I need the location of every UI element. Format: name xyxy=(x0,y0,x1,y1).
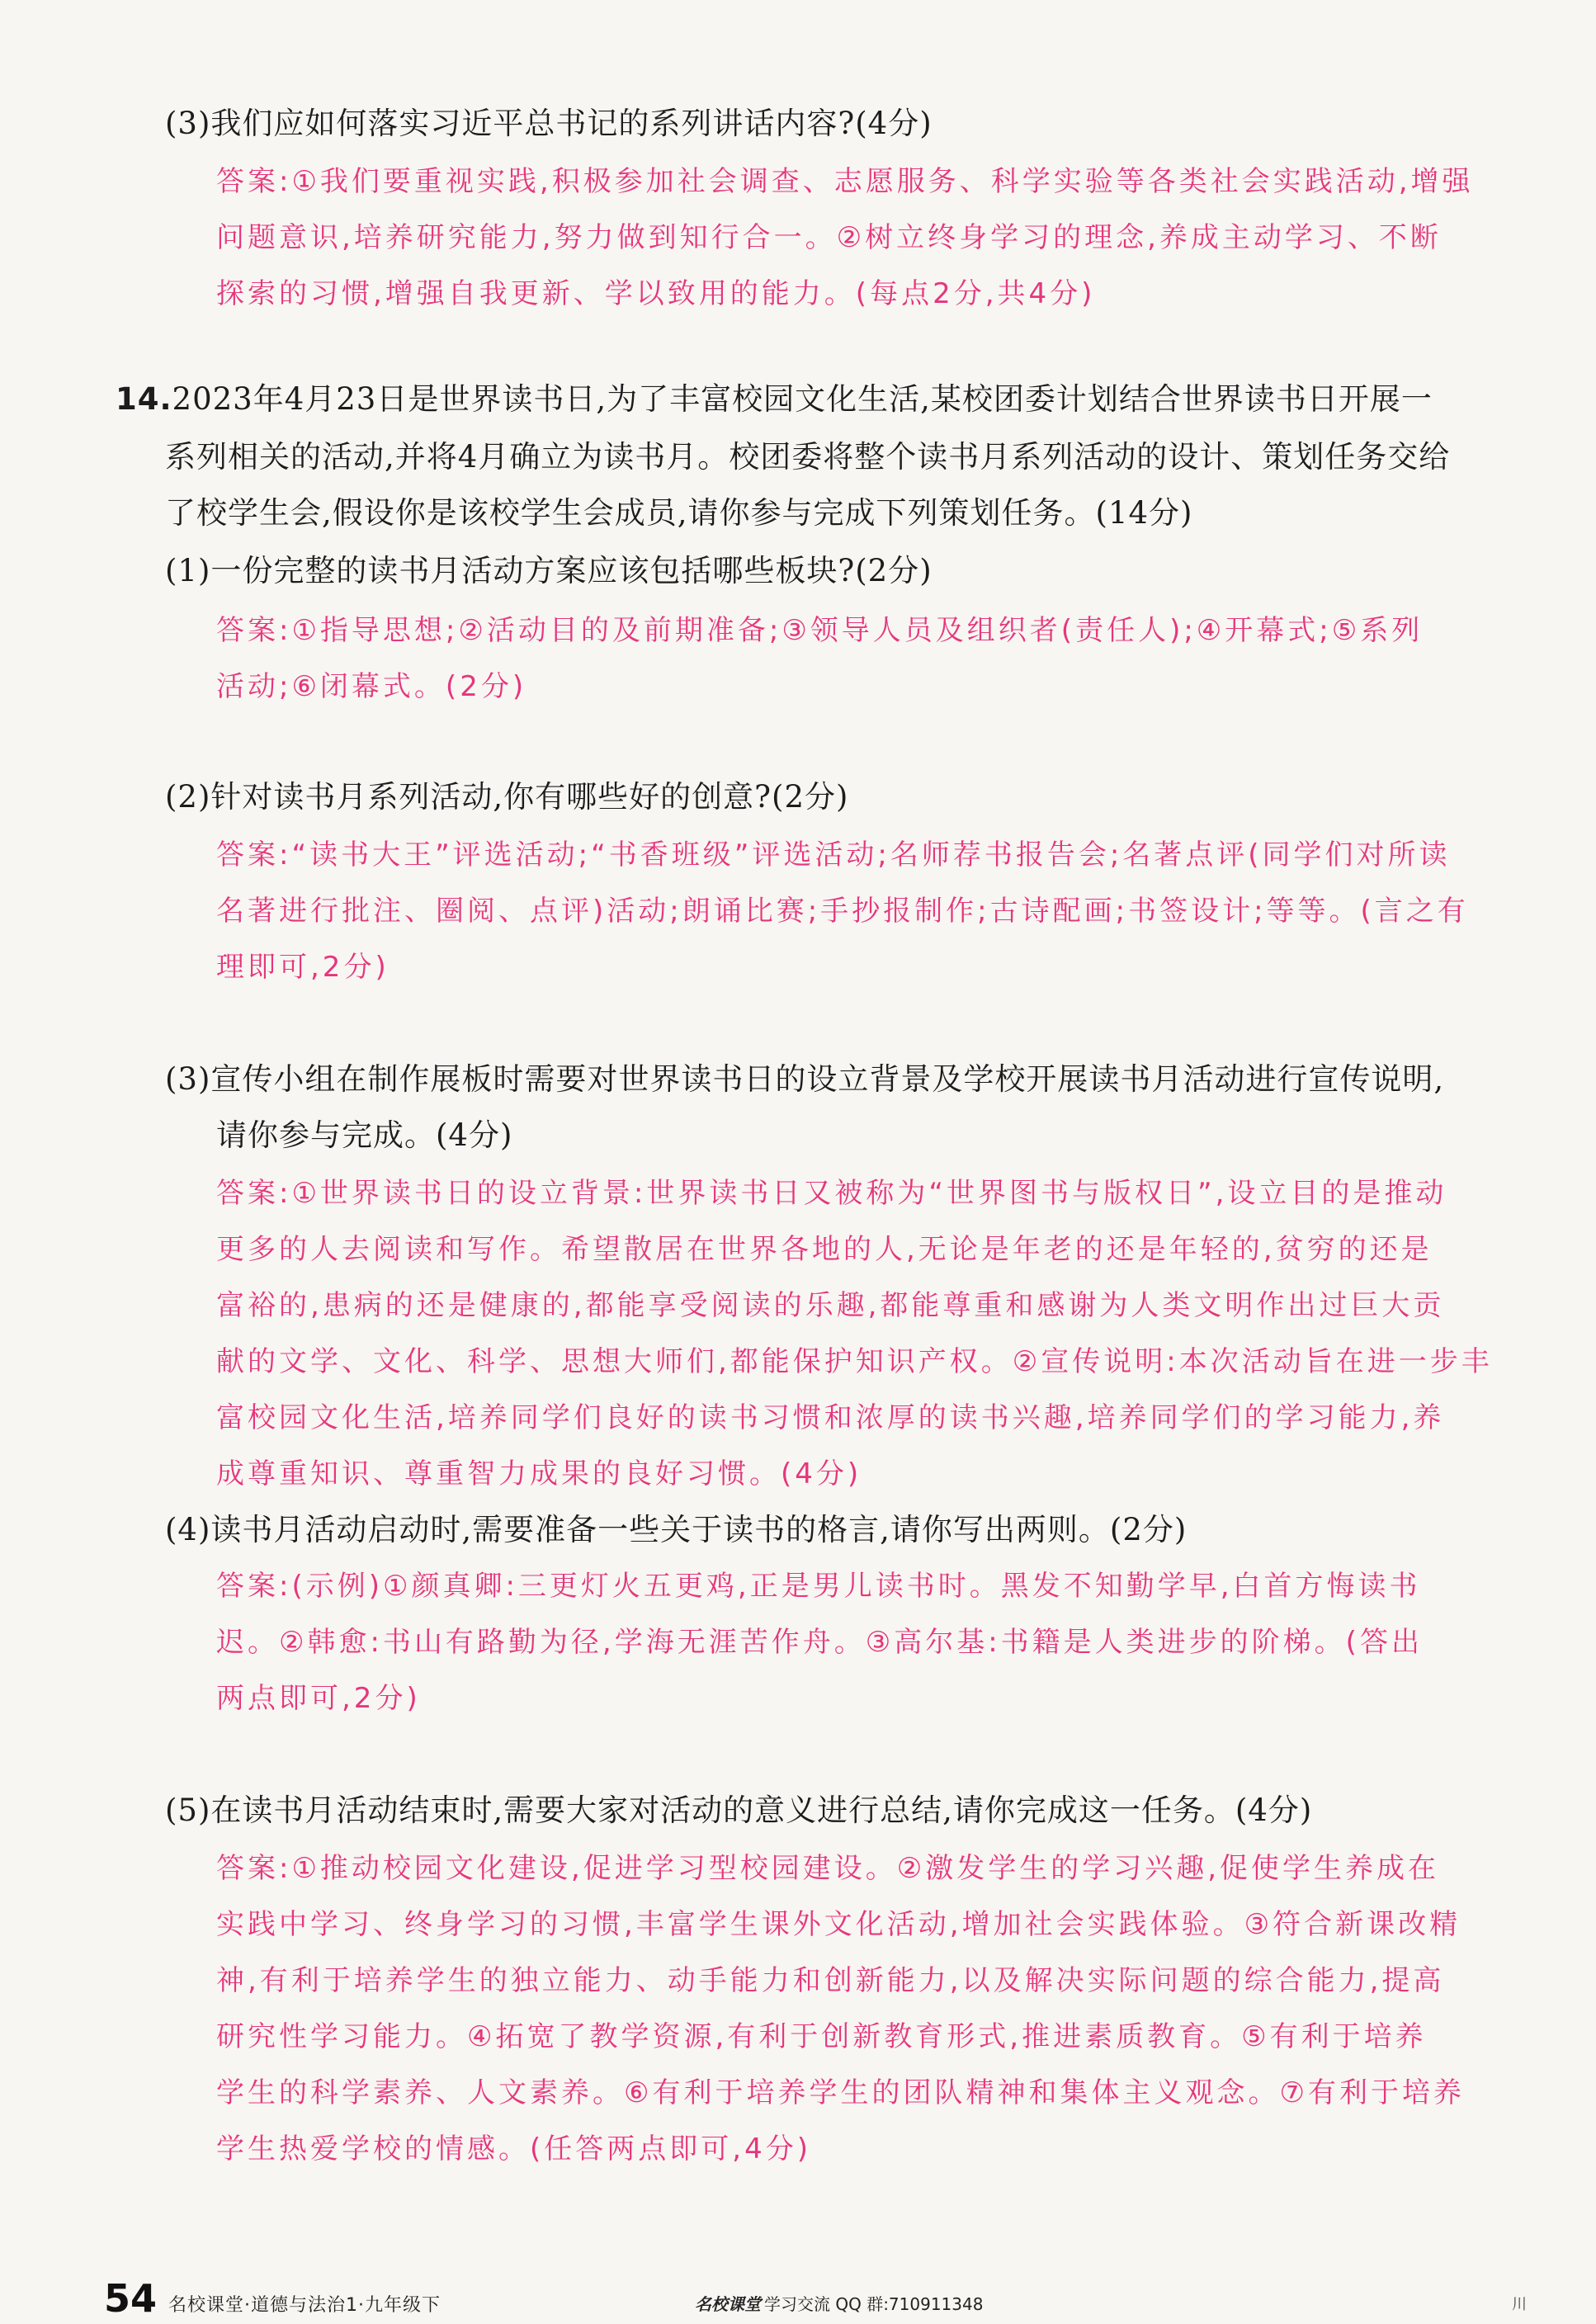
answer-line: 答案:①我们要重视实践,积极参加社会调查、志愿服务、科学实验等各类社会实践活动,增强 xyxy=(216,165,1474,198)
question-14-stem-line: 系列相关的活动,并将4月确立为读书月。校团委将整个读书月系列活动的设计、策划任务交给 xyxy=(165,439,1451,475)
qq-group-text: 学习交流 QQ 群:710911348 xyxy=(764,2294,984,2314)
answer-line: 更多的人去阅读和写作。希望散居在世界各地的人,无论是年老的还是年轻的,贫穷的还是 xyxy=(216,1233,1433,1266)
question-14-1: (1)一份完整的读书月活动方案应该包括哪些板块?(2分) xyxy=(165,553,933,588)
question-number: 14. xyxy=(116,381,172,417)
question-14-stem-line: 了校学生会,假设你是该校学生会成员,请你参与完成下列策划任务。(14分) xyxy=(165,495,1193,531)
question-14-2: (2)针对读书月系列活动,你有哪些好的创意?(2分) xyxy=(165,779,849,815)
answer-line: 学生的科学素养、人文素养。⑥有利于培养学生的团队精神和集体主义观念。⑦有利于培养 xyxy=(216,2076,1465,2109)
question-14-3: 请你参与完成。(4分) xyxy=(216,1117,513,1153)
answer-line: 问题意识,培养研究能力,努力做到知行合一。②树立终身学习的理念,养成主动学习、不断 xyxy=(216,221,1442,254)
answer-line: 实践中学习、终身学习的习惯,丰富学生课外文化活动,增加社会实践体验。③符合新课改精 xyxy=(216,1908,1461,1941)
answer-line: 两点即可,2分) xyxy=(216,1682,421,1715)
answer-line: 答案:“读书大王”评选活动;“书香班级”评选活动;名师荐书报告会;名著点评(同学们对所读 xyxy=(216,838,1451,872)
answer-line: 探索的习惯,增强自我更新、学以致用的能力。(每点2分,共4分) xyxy=(216,277,1096,310)
question-14-stem-line xyxy=(116,380,1433,419)
question-13-3: (3)我们应如何落实习近平总书记的系列讲话内容?(4分) xyxy=(165,106,933,141)
question-14-4: (4)读书月活动启动时,需要准备一些关于读书的格言,请你写出两则。(2分) xyxy=(165,1512,1188,1547)
answer-line: 神,有利于培养学生的独立能力、动手能力和创新能力,以及解决实际问题的综合能力,提高 xyxy=(216,1964,1445,1997)
answer-line: 研究性学习能力。④拓宽了教学资源,有利于创新教育形式,推进素质教育。⑤有利于培养 xyxy=(216,2020,1427,2053)
answer-line: 献的文学、文化、科学、思想大师们,都能保护知识产权。②宣传说明:本次活动旨在进一步丰 xyxy=(216,1345,1493,1378)
book-series-label: 名校课堂·道德与法治1·九年级下 xyxy=(168,2295,441,2316)
answer-line: 迟。②韩愈:书山有路勤为径,学海无涯苦作舟。③高尔基:书籍是人类进步的阶梯。(答出 xyxy=(216,1626,1423,1659)
answer-line: 答案:①指导思想;②活动目的及前期准备;③领导人员及组织者(责任人);④开幕式;⑤系列 xyxy=(216,614,1424,647)
stem-text: 2023年4月23日是世界读书日,为了丰富校园文化生活,某校团委计划结合世界读书日开展一 xyxy=(172,381,1433,417)
page-number: 54 xyxy=(104,2276,158,2321)
brand-logo: 名校课堂 xyxy=(695,2294,761,2314)
answer-line: 富校园文化生活,培养同学们良好的读书习惯和浓厚的读书兴趣,培养同学们的学习能力,养 xyxy=(216,1401,1445,1434)
answer-line: 活动;⑥闭幕式。(2分) xyxy=(216,670,527,703)
answer-line: 理即可,2分) xyxy=(216,951,390,984)
question-14-5: (5)在读书月活动结束时,需要大家对活动的意义进行总结,请你完成这一任务。(4分) xyxy=(165,1793,1313,1828)
answer-line: 学生热爱学校的情感。(任答两点即可,4分) xyxy=(216,2133,811,2166)
answer-line: 成尊重知识、尊重智力成果的良好习惯。(4分) xyxy=(216,1457,862,1490)
question-14-3: (3)宣传小组在制作展板时需要对世界读书日的设立背景及学校开展读书月活动进行宣传说明, xyxy=(165,1061,1445,1097)
answer-line: 名著进行批注、圈阅、点评)活动;朗诵比赛;手抄报制作;古诗配画;书签设计;等等。(言之有 xyxy=(216,895,1469,928)
answer-line: 答案:①推动校园文化建设,促进学习型校园建设。②激发学生的学习兴趣,促使学生养成在 xyxy=(216,1852,1440,1885)
answer-line: 答案:①世界读书日的设立背景:世界读书日又被称为“世界图书与版权日”,设立目的是推动 xyxy=(216,1177,1447,1210)
edition-mark: 川 xyxy=(1512,2296,1527,2313)
answer-line: 富裕的,患病的还是健康的,都能享受阅读的乐趣,都能尊重和感谢为人类文明作出过巨大贡 xyxy=(216,1289,1445,1322)
answer-line: 答案:(示例)①颜真卿:三更灯火五更鸡,正是男儿读书时。黑发不知勤学早,白首方悔读书 xyxy=(216,1570,1421,1603)
qq-group-label xyxy=(695,2291,983,2315)
